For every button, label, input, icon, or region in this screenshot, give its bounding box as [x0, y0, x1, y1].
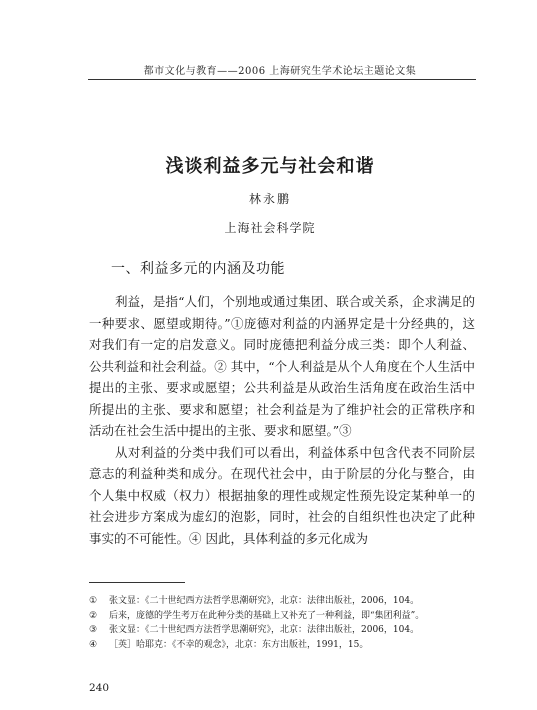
running-header: 都市文化与教育——2006 上海研究生学术论坛主题论文集 [143, 66, 417, 77]
header-rule [88, 79, 476, 80]
page-number: 240 [89, 682, 110, 694]
author-affiliation: 上海社会科学院 [224, 221, 316, 235]
footnote-text: 张文显：《二十世纪西方法哲学思潮研究》，北京：法律出版社，2006，104。 [109, 596, 420, 606]
footnote-marker: ② [89, 610, 98, 621]
footnote [89, 594, 475, 609]
footnote [89, 623, 475, 638]
footnote-rule [89, 582, 185, 583]
article-author: 林永鹏 [248, 192, 291, 206]
section-heading: 一、利益多元的内涵及功能 [111, 261, 285, 277]
footnote-marker: ④ [89, 639, 98, 650]
footnote-marker: ① [89, 596, 98, 606]
article-title: 浅谈利益多元与社会和谐 [165, 156, 375, 177]
footnotes [89, 594, 475, 652]
paragraph: 利益，是指“人们，个别地或通过集团、联合或关系，企求满足的一种要求、愿望或期待。”①庞德对利益的内涵界定是十分经典的，这对我们有一定的启发意义。同时庞德把利益分成三类：即个人利益、公共利益和社会利益。② 其中，“个人利益是从个人角度在个人生活中提出的主张、要求或愿望；公共利益是从政治生活角度在政治生活中所提出的主张、要求和愿望；社会利益是为了维护社会的正常秩序和活动在社会生活中提出的主张、要求和愿望。”③ [89, 294, 475, 438]
footnote-text: 后来，庞德的学生考万在此种分类的基础上又补充了一种利益，即“集团利益”。 [109, 610, 425, 621]
footnote [89, 609, 475, 624]
footnote-text: ［英］哈耶克：《不幸的观念》，北京：东方出版社，1991，15。 [109, 639, 369, 650]
footnote [89, 638, 475, 653]
footnote-text: 张文显：《二十世纪西方法哲学思潮研究》，北京：法律出版社，2006，104。 [109, 625, 420, 635]
paragraph: 从对利益的分类中我们可以看出，利益体系中包含代表不同阶层意志的利益种类和成分。在现代社会中，由于阶层的分化与整合，由个人集中权威（权力）根据抽象的理性或规定性预先设定某种单一的社会进步方案成为虚幻的泡影，同时，社会的自组织性也决定了此种事实的不可能性。④ 因此，具体利益的多元化成为 [89, 444, 475, 546]
footnote-marker: ③ [89, 625, 98, 635]
body-text [89, 291, 475, 549]
